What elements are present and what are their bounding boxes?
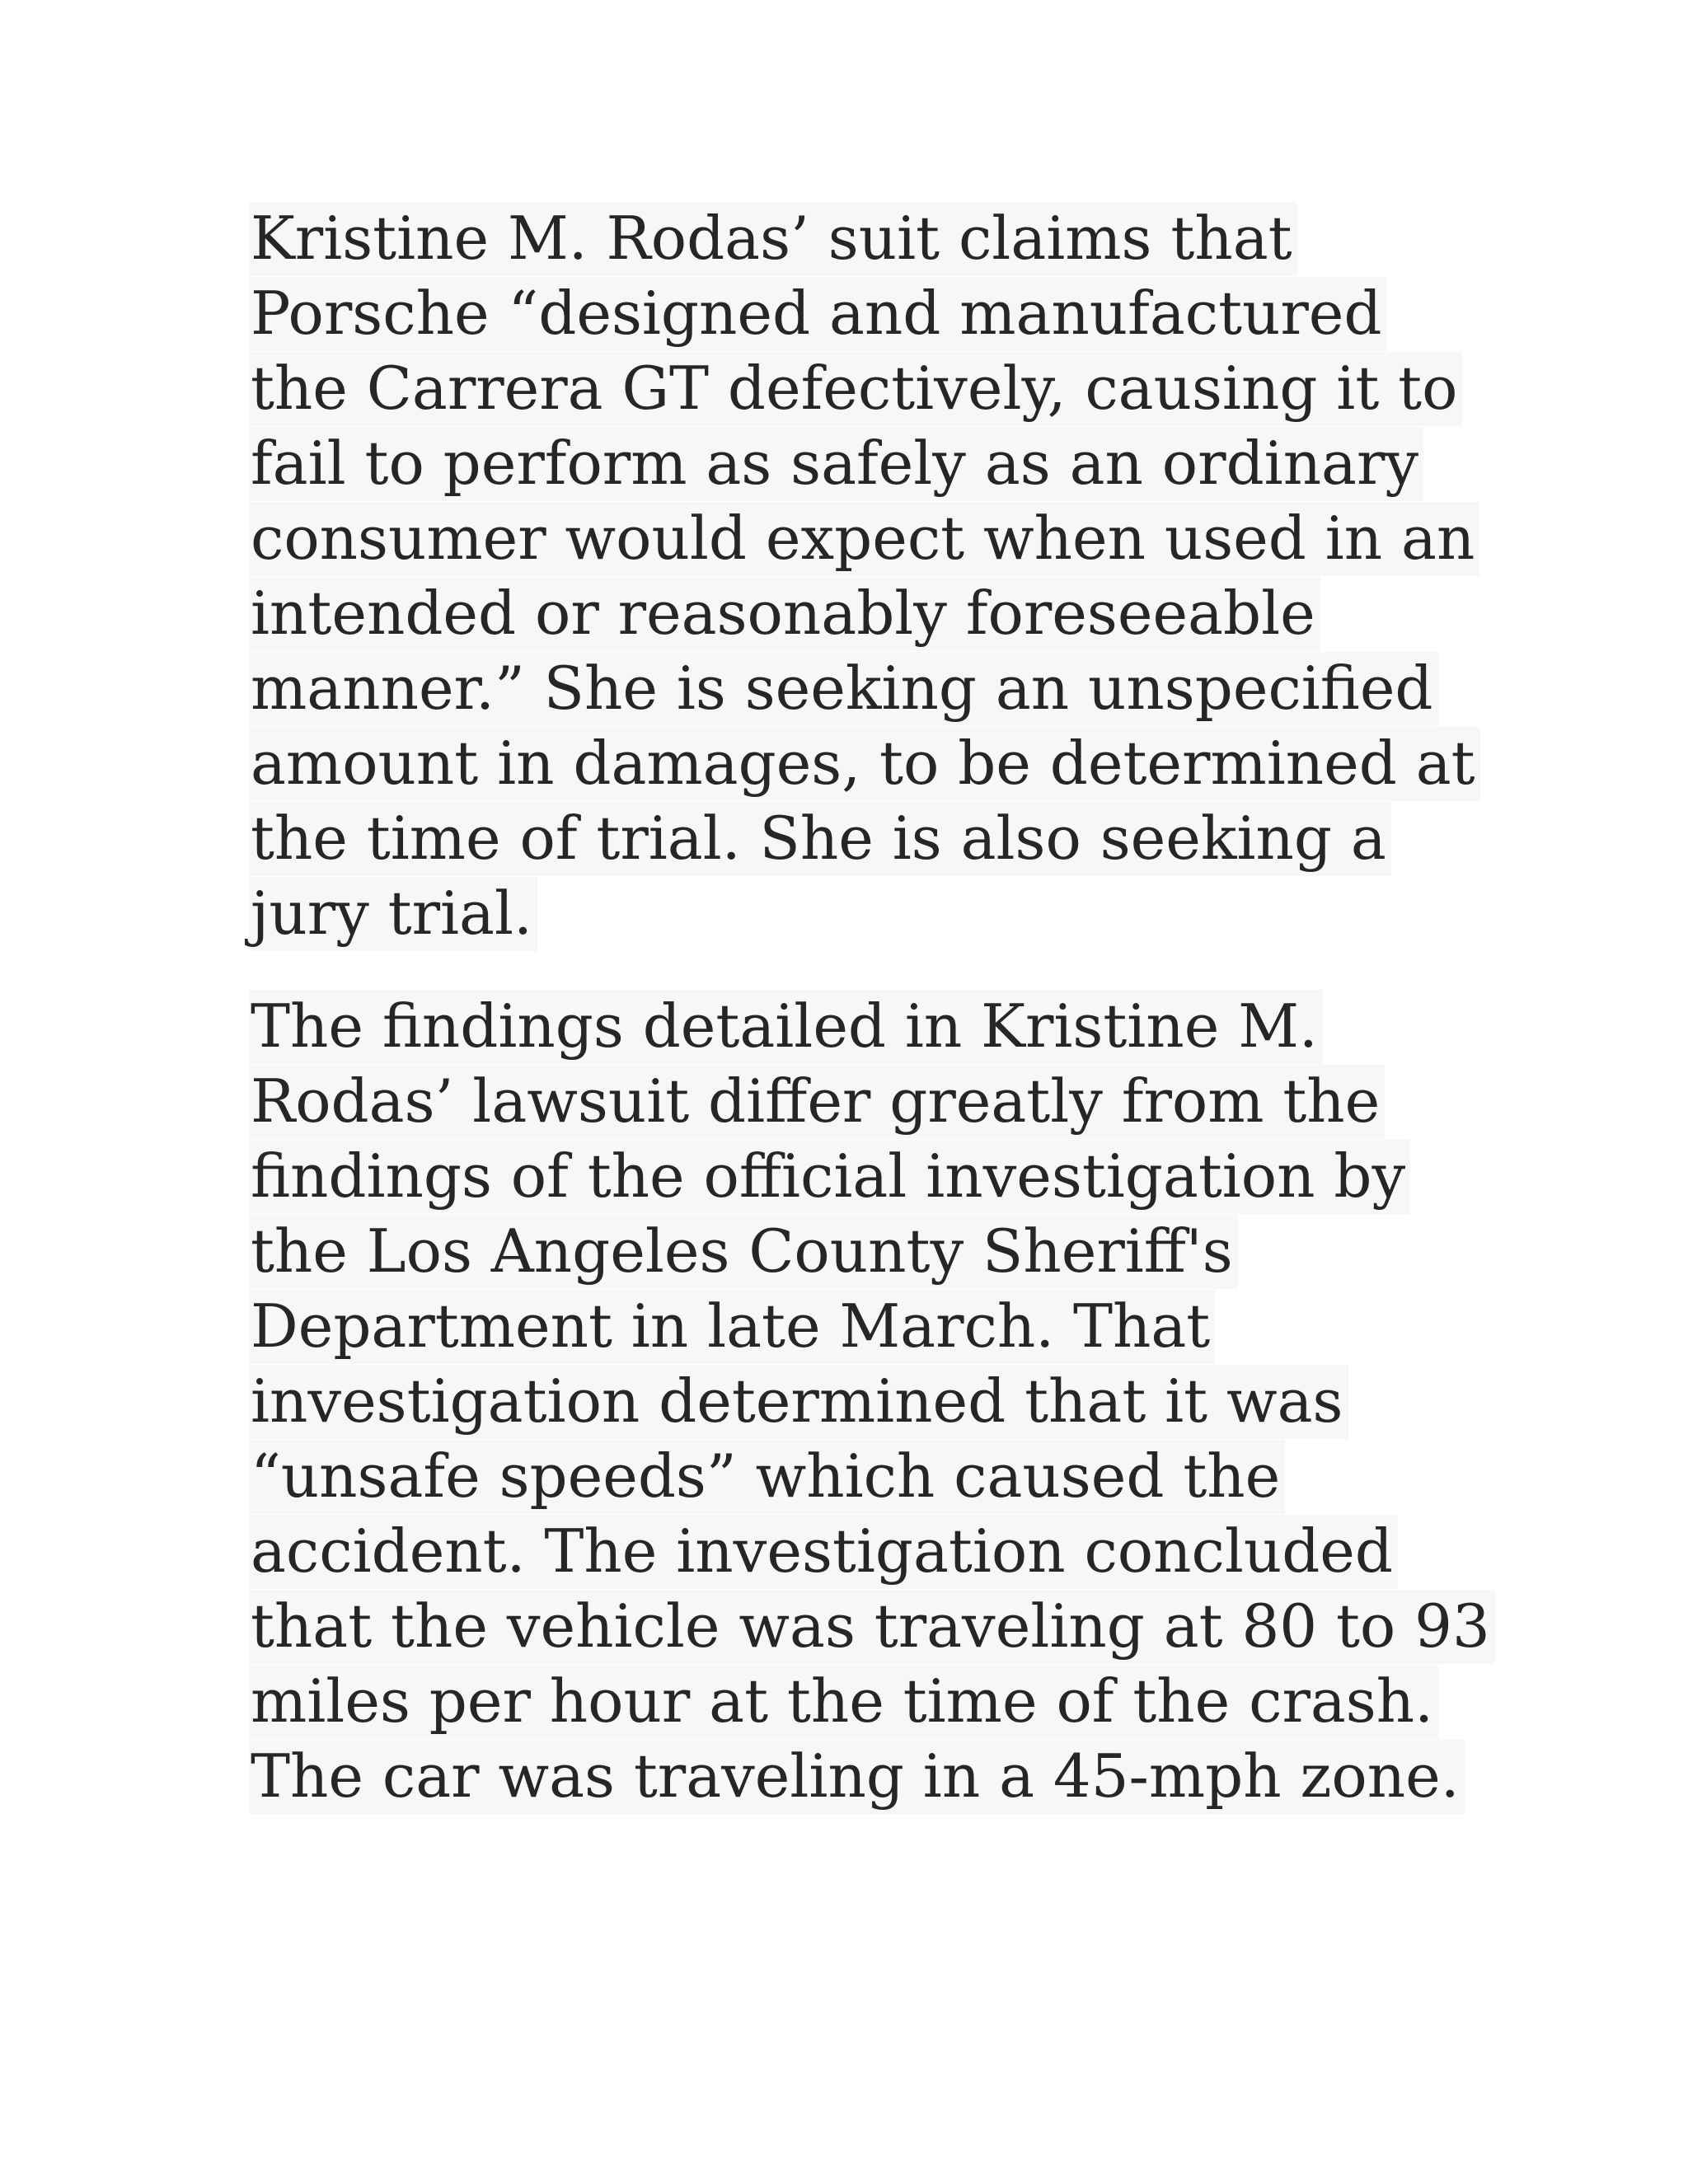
- text-line: Department in late March. That: [249, 1289, 1452, 1364]
- text-line: Rodas’ lawsuit differ greatly from the: [249, 1064, 1452, 1139]
- text-line: consumer would expect when used in an: [249, 501, 1452, 576]
- text-line: miles per hour at the time of the crash.: [249, 1664, 1452, 1739]
- text-line: Porsche “designed and manufactured: [249, 276, 1452, 351]
- text-line: Kristine M. Rodas’ suit claims that: [249, 201, 1452, 276]
- text-line: jury trial.: [249, 876, 1452, 951]
- paragraph-2: [249, 989, 1490, 1814]
- text-line: the Carrera GT defectively, causing it to: [249, 351, 1452, 426]
- text-line: “unsafe speeds” which caused the: [249, 1439, 1452, 1514]
- paragraph-1: [249, 201, 1475, 951]
- text-line: findings of the official investigation by: [249, 1139, 1452, 1214]
- text-line: the Los Angeles County Sheriff's: [249, 1214, 1452, 1289]
- text-line: accident. The investigation concluded: [249, 1514, 1452, 1589]
- text-line: The car was traveling in a 45-mph zone.: [249, 1739, 1452, 1814]
- text-line: the time of trial. She is also seeking a: [249, 801, 1452, 876]
- text-line: manner.” She is seeking an unspecified: [249, 651, 1452, 726]
- text-line: amount in damages, to be determined at: [249, 726, 1452, 801]
- text-line: intended or reasonably foreseeable: [249, 576, 1452, 651]
- text-line: that the vehicle was traveling at 80 to 93: [249, 1589, 1452, 1664]
- text-line: investigation determined that it was: [249, 1364, 1452, 1439]
- text-line: The findings detailed in Kristine M.: [249, 989, 1452, 1064]
- text-line: fail to perform as safely as an ordinary: [249, 426, 1452, 501]
